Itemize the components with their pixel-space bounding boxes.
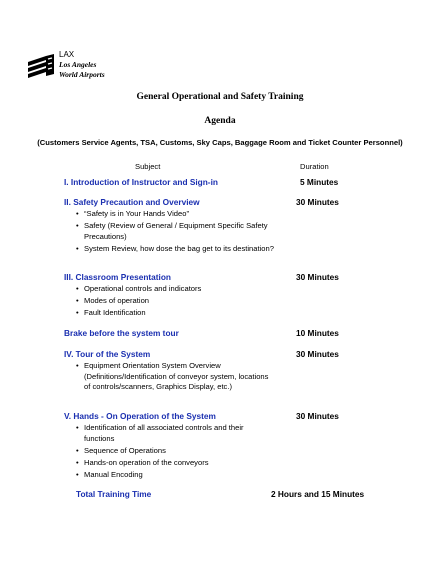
section-items: [76, 361, 276, 394]
section-duration: 30 Minutes: [296, 349, 339, 359]
list-item: • Operational controls and indicators: [76, 284, 276, 295]
section-title: IV. Tour of the System: [64, 349, 151, 359]
duration-column-header: Duration: [300, 162, 329, 171]
list-item: • Equipment Orientation System Overview (Definitions/Identification of conveyor system, locations of controls/scanners, Graphics Display, etc.): [76, 361, 276, 393]
document-title: General Operational and Safety Training: [136, 92, 304, 102]
document-subtitle: Agenda: [204, 116, 236, 126]
section-duration: 30 Minutes: [296, 411, 339, 421]
logo-line-1: Los Angeles: [59, 60, 97, 69]
list-item: • Modes of operation: [76, 296, 276, 307]
list-item: • System Review, how dose the bag get to its destination?: [76, 244, 276, 255]
section-items: [76, 423, 276, 482]
section-title: III. Classroom Presentation: [64, 272, 171, 282]
section-duration: 10 Minutes: [296, 328, 339, 338]
section-duration: 30 Minutes: [296, 272, 339, 282]
list-item: • Hands-on operation of the conveyors: [76, 458, 276, 469]
list-item: • Sequence of Operations: [76, 446, 276, 457]
audience-line: (Customers Service Agents, TSA, Customs, Sky Caps, Baggage Room and Ticket Counter Personnel): [37, 138, 403, 147]
total-duration: 2 Hours and 15 Minutes: [271, 489, 365, 499]
section-title: II. Safety Precaution and Overview: [64, 197, 200, 207]
section-items: [76, 284, 276, 320]
section-title: V. Hands - On Operation of the System: [64, 411, 216, 421]
subject-column-header: Subject: [135, 162, 161, 171]
list-item: • Fault Identification: [76, 308, 276, 319]
section-duration: 30 Minutes: [296, 197, 339, 207]
section-title: Brake before the system tour: [64, 328, 179, 338]
logo-code: LAX: [59, 50, 75, 59]
logo-line-2: World Airports: [59, 70, 105, 79]
list-item: • “Safety is in Your Hands Video”: [76, 209, 276, 220]
section-title: I. Introduction of Instructor and Sign-in: [64, 177, 218, 187]
list-item: • Safety (Review of General / Equipment Specific Safety Precautions): [76, 221, 276, 242]
total-label: Total Training Time: [76, 489, 152, 499]
list-item: • Identification of all associated controls and their functions: [76, 423, 276, 444]
section-items: [76, 209, 276, 256]
list-item: • Manual Encoding: [76, 470, 276, 481]
section-duration: 5 Minutes: [300, 177, 339, 187]
